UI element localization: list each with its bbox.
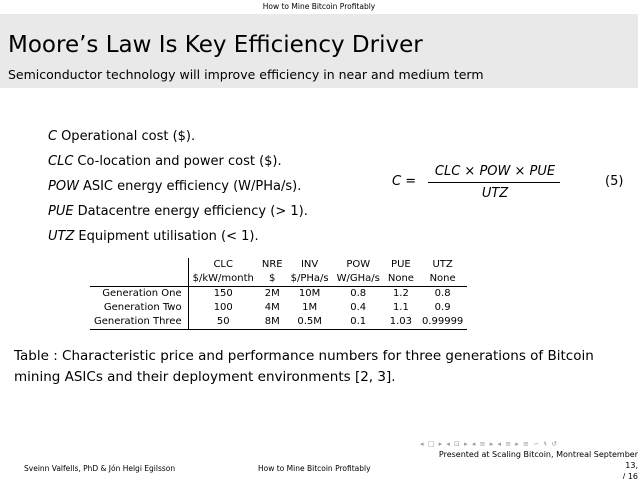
frame-title-block (0, 14, 638, 88)
unit-cell: W/GHa/s (333, 272, 384, 287)
unit-cell: $ (258, 272, 287, 287)
column-header: CLC (213, 259, 233, 270)
definition-item (48, 153, 308, 178)
cost-equation (392, 158, 562, 206)
definition-symbol: C (48, 129, 58, 144)
definition-item (48, 203, 308, 228)
unit-cell: None (384, 272, 418, 287)
table-cell: 150 (213, 288, 233, 299)
presented-at-note (424, 449, 638, 479)
table-cell: 1M (302, 302, 318, 313)
table-cell: 4M (264, 302, 280, 313)
definition-text: Operational cost ($). (61, 129, 196, 144)
table-cell: 0.4 (350, 302, 367, 313)
table-cell: 0.99999 (418, 315, 467, 330)
unit-cell: $/PHa/s (287, 272, 333, 287)
table-units-row (90, 272, 467, 287)
definition-item (48, 228, 308, 253)
definition-item (48, 178, 308, 203)
footer-title: How to Mine Bitcoin Profitably (258, 464, 371, 473)
table-cell: 2M (264, 288, 280, 299)
equation-numerator: CLC × POW × PUE (434, 164, 556, 179)
unit-cell: $/kW/month (188, 272, 258, 287)
definition-text: Co-location and power cost ($). (77, 154, 282, 169)
running-header: How to Mine Bitcoin Profitably (262, 2, 376, 11)
row-label: Generation Two (90, 301, 188, 315)
definition-text: Equipment utilisation (< 1). (78, 229, 259, 244)
beamer-navigation-icons[interactable]: ◂ □ ▸ ◂ ⊡ ▸ ◂ ≡ ▸ ◂ ≡ ▸ ≡ ∽ ९ ↺ (420, 440, 558, 448)
table-row (90, 301, 467, 315)
column-header: INV (300, 259, 319, 270)
presented-line: Presented at Scaling Bitcoin, Montreal September 13, (438, 450, 638, 470)
row-label: Generation Three (90, 315, 188, 330)
table-cell: 1.1 (392, 302, 409, 313)
column-header: POW (346, 259, 371, 270)
column-header: PUE (391, 259, 411, 270)
frame-subtitle: Semiconductor technology will improve efficiency in near and medium term (8, 67, 484, 82)
frame-title: Moore’s Law Is Key Efficiency Driver (8, 32, 423, 58)
table-header-row (90, 258, 467, 272)
table-cell: 50 (188, 315, 258, 330)
table-corner-cell (90, 258, 188, 272)
asic-generations-table (90, 258, 467, 330)
table-cell: 0.8 (434, 288, 451, 299)
table-row (90, 287, 467, 302)
footer-authors: Sveinn Valfells, PhD & Jón Helgi Egilsson (24, 464, 176, 473)
table-cell: 0.5M (287, 315, 333, 330)
table-cell: 0.8 (350, 288, 367, 299)
definition-symbol: PUE (48, 204, 74, 219)
table-cell: 100 (213, 302, 233, 313)
table-caption: Table : Characteristic price and performance numbers for three generations of Bitcoin mining ASICs and their deployment environments [2, 3]. (14, 348, 594, 385)
definition-text: Datacentre energy efficiency (> 1). (77, 204, 308, 219)
definition-symbol: CLC (48, 154, 74, 169)
fraction-bar (428, 182, 560, 183)
definition-item (48, 128, 308, 153)
table-corner-cell (90, 272, 188, 287)
column-header: NRE (261, 259, 283, 270)
table-cell: 0.1 (333, 315, 384, 330)
table-row (90, 315, 467, 330)
table-cell: 8M (258, 315, 287, 330)
definition-symbol: UTZ (48, 229, 75, 244)
table-cell: 10M (298, 288, 321, 299)
table-cell: 1.2 (392, 288, 409, 299)
page-count: / 16 (622, 472, 638, 479)
column-header: UTZ (432, 259, 453, 270)
definition-symbol: POW (48, 179, 79, 194)
table-cell: 1.03 (384, 315, 418, 330)
unit-cell: None (418, 272, 467, 287)
definition-text: ASIC energy efficiency (W/PHa/s). (82, 179, 302, 194)
equation-number: (5) (605, 174, 624, 189)
equation-denominator: UTZ (481, 186, 509, 201)
variable-definitions (48, 128, 308, 253)
equation-lhs: C = (392, 174, 417, 189)
table-cell: 0.9 (434, 302, 451, 313)
row-label: Generation One (90, 287, 188, 302)
